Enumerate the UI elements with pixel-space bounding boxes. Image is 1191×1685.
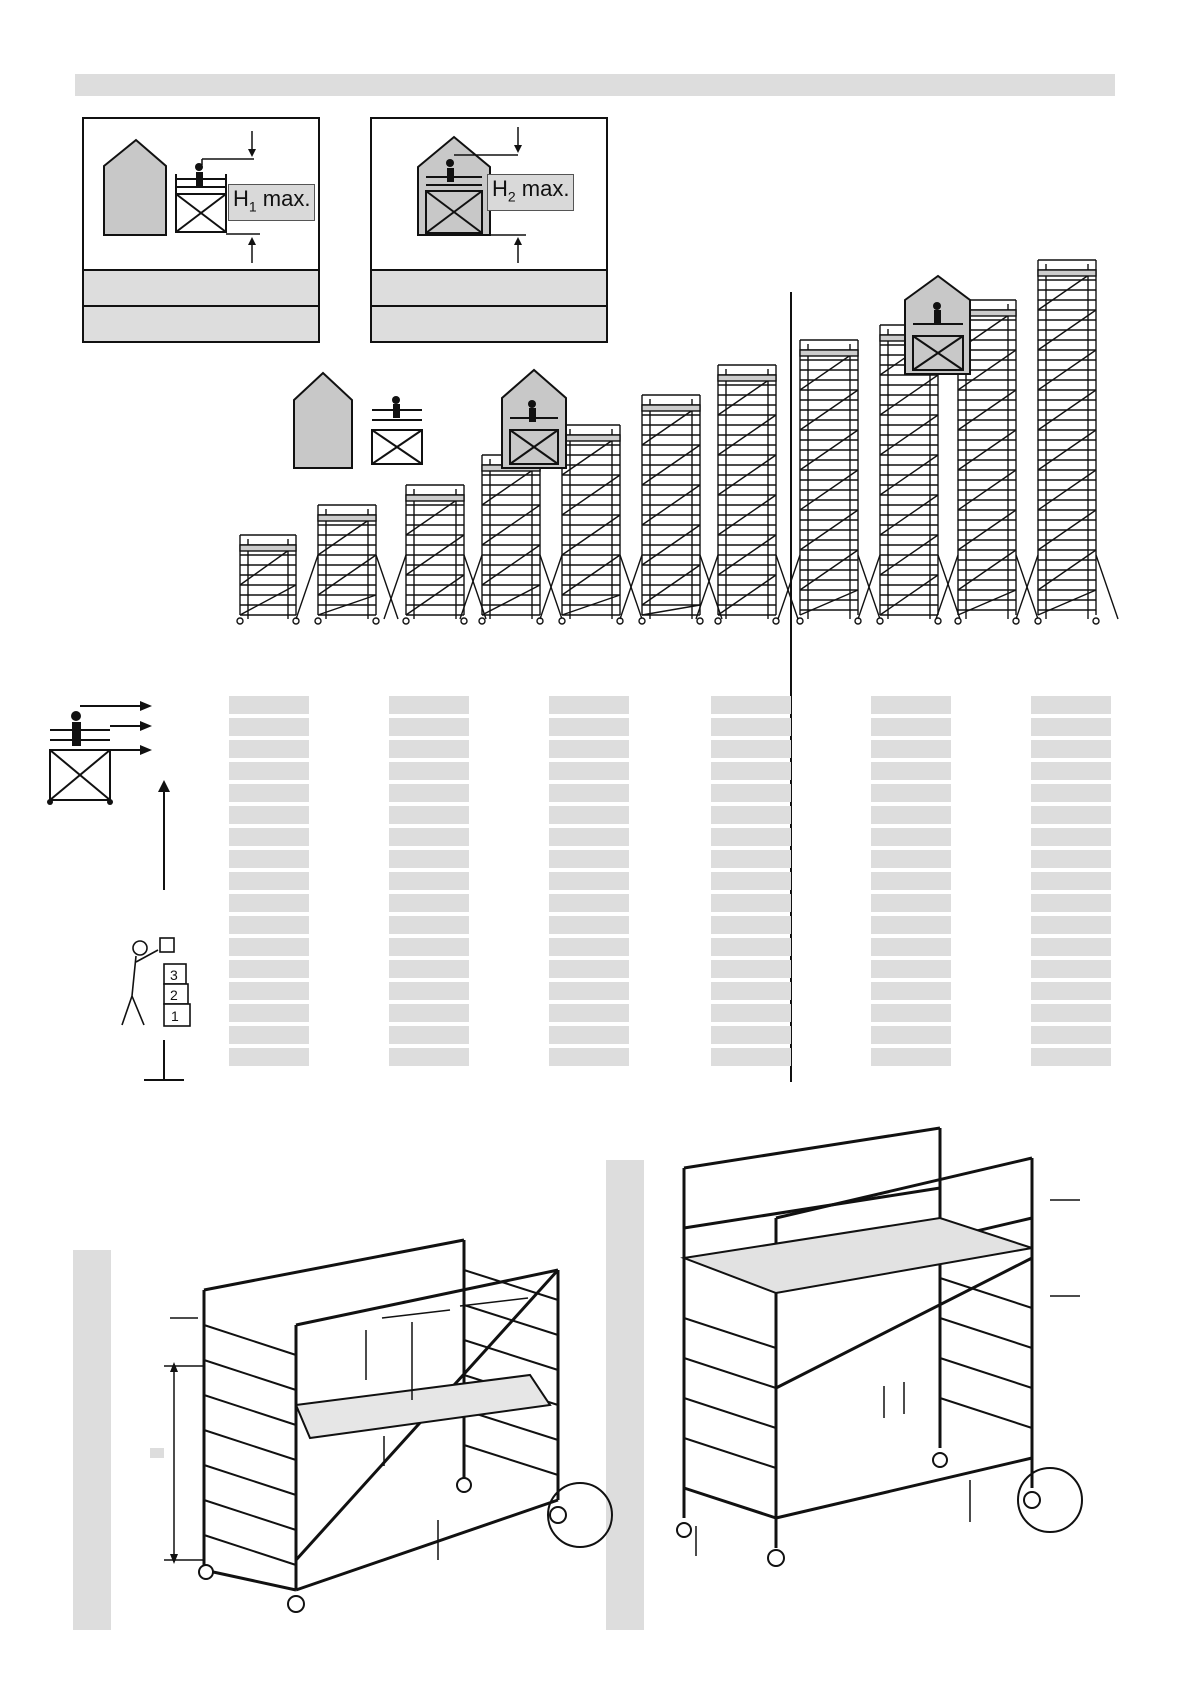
table-cell [871, 916, 951, 934]
table-cell [871, 1048, 951, 1066]
table-cell [711, 1004, 791, 1022]
block-label-1: 1 [171, 1008, 179, 1024]
table-cell [711, 872, 791, 890]
table-cell [1031, 938, 1111, 956]
table-cell [871, 1026, 951, 1044]
table-cell [549, 762, 629, 780]
table-cell [389, 828, 469, 846]
table-cell [229, 784, 309, 802]
table-cell [229, 740, 309, 758]
scaffold-tower-11 [1016, 260, 1118, 624]
table-cell [871, 696, 951, 714]
table-cell [871, 850, 951, 868]
table-cell [389, 696, 469, 714]
table-column [1031, 696, 1111, 1070]
table-cell [549, 806, 629, 824]
block-label-2: 2 [170, 987, 178, 1003]
table-cell [229, 696, 309, 714]
table-cell [549, 696, 629, 714]
house-inside-icon-large [905, 276, 970, 374]
table-cell [871, 872, 951, 890]
table-cell [549, 718, 629, 736]
table-cell [229, 850, 309, 868]
table-cell [389, 916, 469, 934]
table-cell [389, 982, 469, 1000]
table-cell [1031, 1004, 1111, 1022]
worker-carrying-blocks-icon [122, 938, 190, 1026]
table-cell [871, 784, 951, 802]
table-cell [711, 740, 791, 758]
person-icon [446, 159, 454, 182]
person-icon [71, 711, 81, 746]
scaffold-tower-8 [778, 340, 880, 624]
table-cell [1031, 960, 1111, 978]
table-cell [711, 916, 791, 934]
table-cell [1031, 916, 1111, 934]
table-cell [871, 1004, 951, 1022]
table-cell [549, 938, 629, 956]
table-column [711, 696, 791, 1070]
table-cell [549, 850, 629, 868]
table-cell [389, 938, 469, 956]
table-cell [549, 916, 629, 934]
platform-detail-drawing-2 [670, 1118, 1110, 1558]
table-cell [1031, 696, 1111, 714]
table-cell [389, 960, 469, 978]
table-cell [871, 806, 951, 824]
table-cell [229, 718, 309, 736]
scaffold-tower-1 [237, 535, 299, 624]
table-cell [711, 696, 791, 714]
table-cell [549, 1048, 629, 1066]
table-cell [389, 850, 469, 868]
table-cell [711, 1026, 791, 1044]
table-cell [711, 1048, 791, 1066]
table-cell [229, 1004, 309, 1022]
table-cell [389, 718, 469, 736]
table-cell [871, 894, 951, 912]
header-bar [75, 74, 1115, 96]
table-cell [1031, 828, 1111, 846]
table-cell [389, 762, 469, 780]
table-cell [229, 1026, 309, 1044]
table-cell [871, 828, 951, 846]
table-cell [1031, 894, 1111, 912]
table-column [389, 696, 469, 1070]
h1-max-label: $H_1$ max. [228, 184, 315, 221]
height-legend [40, 700, 260, 1120]
table-cell [1031, 850, 1111, 868]
table-cell [711, 850, 791, 868]
platform-detail-drawing-1 [150, 1230, 630, 1620]
table-cell [549, 828, 629, 846]
table-cell [229, 938, 309, 956]
table-cell [389, 740, 469, 758]
table-cell [549, 1026, 629, 1044]
table-cell [549, 982, 629, 1000]
table-cell [549, 740, 629, 758]
table-cell [1031, 872, 1111, 890]
table-cell [871, 938, 951, 956]
table-cell [389, 872, 469, 890]
house-inside-icon [502, 370, 566, 468]
table-cell [229, 872, 309, 890]
table-cell [711, 828, 791, 846]
h2-max-label: $H_2$ max. [487, 174, 574, 211]
house-icon [294, 373, 422, 468]
table-cell [871, 718, 951, 736]
table-cell [711, 982, 791, 1000]
table-cell [389, 1026, 469, 1044]
table-cell [229, 762, 309, 780]
table-column [229, 696, 309, 1070]
table-column [871, 696, 951, 1070]
table-column [549, 696, 629, 1070]
table-cell [389, 894, 469, 912]
table-cell [1031, 740, 1111, 758]
table-cell [549, 872, 629, 890]
table-cell [549, 894, 629, 912]
table-cell [1031, 806, 1111, 824]
table-cell [711, 806, 791, 824]
table-cell [711, 960, 791, 978]
table-cell [871, 762, 951, 780]
left-gray-side-bar [73, 1250, 111, 1630]
scaffold-tower-2 [296, 505, 398, 624]
table-cell [229, 828, 309, 846]
table-cell [229, 916, 309, 934]
scaffold-tower-3 [384, 485, 486, 624]
table-cell [549, 960, 629, 978]
person-icon [195, 163, 203, 186]
table-cell [389, 1004, 469, 1022]
scaffold-tower-7 [696, 365, 798, 624]
table-cell [389, 1048, 469, 1066]
table-cell [229, 806, 309, 824]
table-cell [549, 1004, 629, 1022]
table-cell [1031, 784, 1111, 802]
table-cell [711, 784, 791, 802]
table-cell [389, 784, 469, 802]
table-cell [229, 894, 309, 912]
table-cell [549, 784, 629, 802]
table-cell [871, 960, 951, 978]
table-cell [389, 806, 469, 824]
table-cell [229, 982, 309, 1000]
table-cell [1031, 762, 1111, 780]
table-cell [1031, 982, 1111, 1000]
table-cell [871, 982, 951, 1000]
block-label-3: 3 [170, 967, 178, 983]
table-cell [871, 740, 951, 758]
table-cell [1031, 718, 1111, 736]
table-cell [711, 938, 791, 956]
table-cell [229, 960, 309, 978]
table-cell [229, 1048, 309, 1066]
scaffold-towers-illustration [0, 270, 1191, 610]
table-cell [1031, 1026, 1111, 1044]
table-cell [711, 894, 791, 912]
table-cell [711, 762, 791, 780]
table-cell [711, 718, 791, 736]
table-cell [1031, 1048, 1111, 1066]
